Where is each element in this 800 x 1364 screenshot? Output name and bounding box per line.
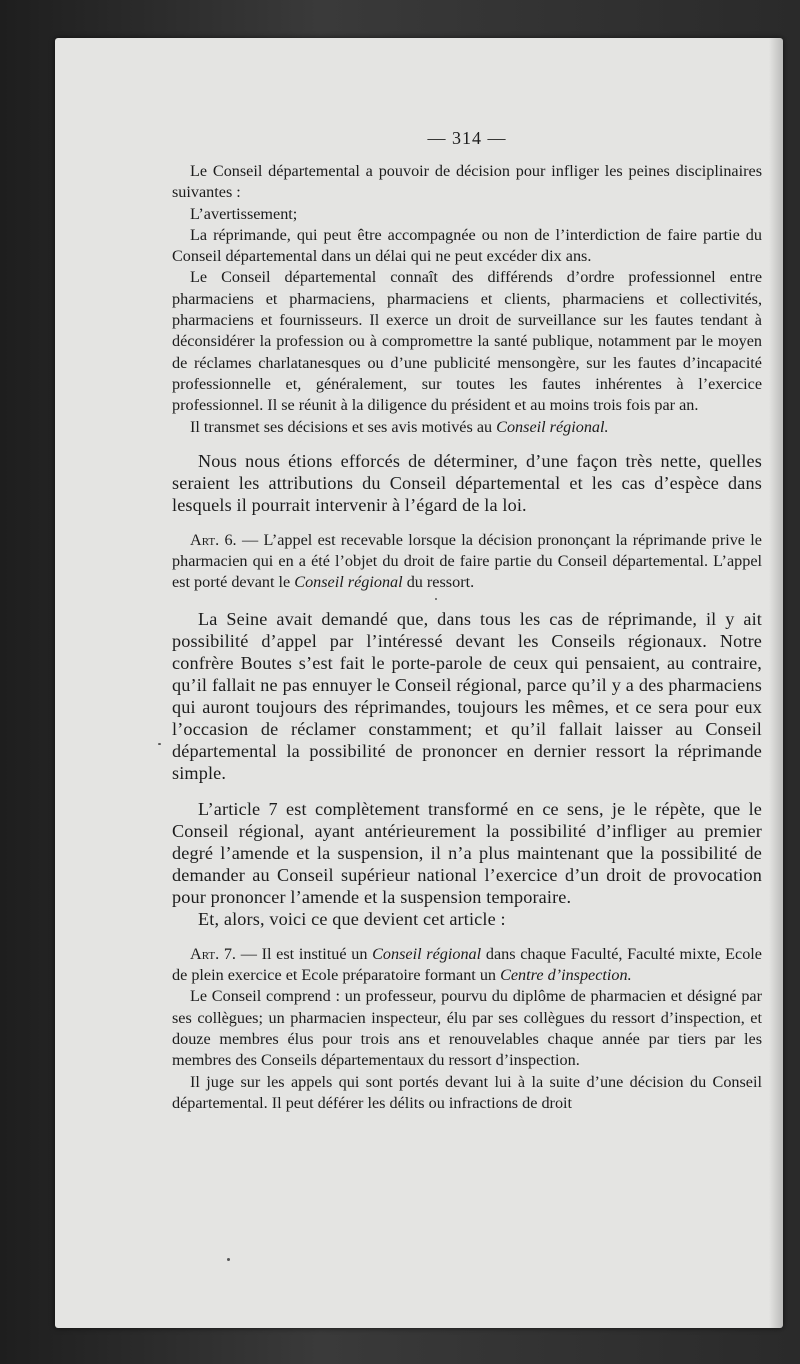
commentary-paragraph: La Seine avait demandé que, dans tous les cas de réprimande, il y ait possibilité d’appel par l’intéressé devant les Conseils régionaux. Notre confrère Boutes s’est fait le porte-parole de ceux qui pensaient, au contraire, qu’il fallait ne pas ennuyer le Conseil régional, parce qu’il y a des pharmaciens qui auront toujours des réprimandes, toujours les mêmes, et ce sera pour eux l’occasion de réclamer constamment; et qu’il fallait laisser au Conseil départemental la possibilité de prononcer en dernier ressort la réprimande simple. (172, 608, 762, 783)
paragraph: Le Conseil départemental connaît des différends d’ordre professionnel entre pharmaciens et pharmaciens, pharmaciens et clients, pharmaciens et collectivités, pharmaciens et fournisseurs. Il exerce un droit de surveillance sur les fautes tendant à déconsidérer la profession ou à compromettre la santé publique, notamment par le moyen de réclames charlatanesques ou d’une publicité mensongère, sur les fautes d’incapacité professionnelle et, généralement, sur toutes les fautes inhérentes à l’exercice professionnel. Il se réunit à la diligence du président et au moins trois fois par an. (172, 268, 762, 415)
page-number: — 314 — (427, 128, 507, 148)
italic-run: Conseil régional. (496, 417, 609, 436)
ink-speck (158, 743, 161, 745)
article-label: Art. 6. (190, 530, 237, 549)
page-content (172, 128, 762, 1114)
italic-run: Centre d’inspection. (500, 966, 632, 985)
text-run: Il transmet ses décisions et ses avis motivés au (190, 417, 497, 436)
page-edge-shadow (769, 38, 783, 1328)
text-run: du ressort. (402, 573, 475, 592)
article-paragraph: Il juge sur les appels qui sont portés devant lui à la suite d’une décision du Conseil départemental. Il peut déférer les délits ou infractions de droit (172, 1072, 762, 1112)
text-run: — L’appel est recevable lorsque la décision prononçant la réprimande prive le pharmacien qui en a été l’objet du droit de faire partie du Conseil départemental. L’appel est porté devant le (172, 530, 762, 592)
article-label: Art. 7. (190, 944, 236, 963)
text-run: dans chaque Faculté, Faculté mixte, Ecole de plein exercice et Ecole préparatoire formant un (172, 944, 762, 985)
commentary-paragraph: Nous nous étions efforcés de déterminer, d’une façon très nette, quelles seraient les attributions du Conseil départemental et les cas d’espèce dans lesquels il pourrait intervenir à l’égard de la loi. (172, 450, 762, 515)
paragraph: La réprimande, qui peut être accompagnée ou non de l’interdiction de faire partie du Conseil départemental dans un délai qui ne peut excéder dix ans. (172, 225, 762, 266)
ink-speck (227, 1258, 230, 1261)
article-paragraph: Le Conseil comprend : un professeur, pourvu du diplôme de pharmacien et désigné par ses collègues; un pharmacien inspecteur, élu par ses collègues du ressort d’inspection, et douze membres élus pour trois ans et renouvelables chaque année par tiers par les membres des Conseils départementaux du ressort d’inspection. (172, 987, 762, 1070)
article-paragraph (172, 530, 762, 594)
commentary-paragraph: L’article 7 est complètement transformé en ce sens, je le répète, que le Conseil régional, ayant antérieurement la possibilité d’infliger au premier degré l’amende et la suspension, il n’a plus maintenant que la possibilité de demander au Conseil supérieur national l’exercice d’un droit de provocation pour prononcer l’amende et la suspension temporaire. (172, 798, 762, 907)
italic-run: Conseil régional (372, 944, 482, 963)
paragraph (172, 417, 762, 438)
paragraph: Le Conseil départemental a pouvoir de décision pour infliger les peines disciplinaires suivantes : (172, 162, 762, 202)
commentary-paragraph: Et, alors, voici ce que devient cet article : (198, 908, 506, 929)
article-paragraph (172, 944, 762, 987)
paragraph: L’avertissement; (190, 204, 298, 223)
text-run: — Il est institué un (235, 944, 373, 963)
italic-run: Conseil régional (294, 573, 403, 592)
